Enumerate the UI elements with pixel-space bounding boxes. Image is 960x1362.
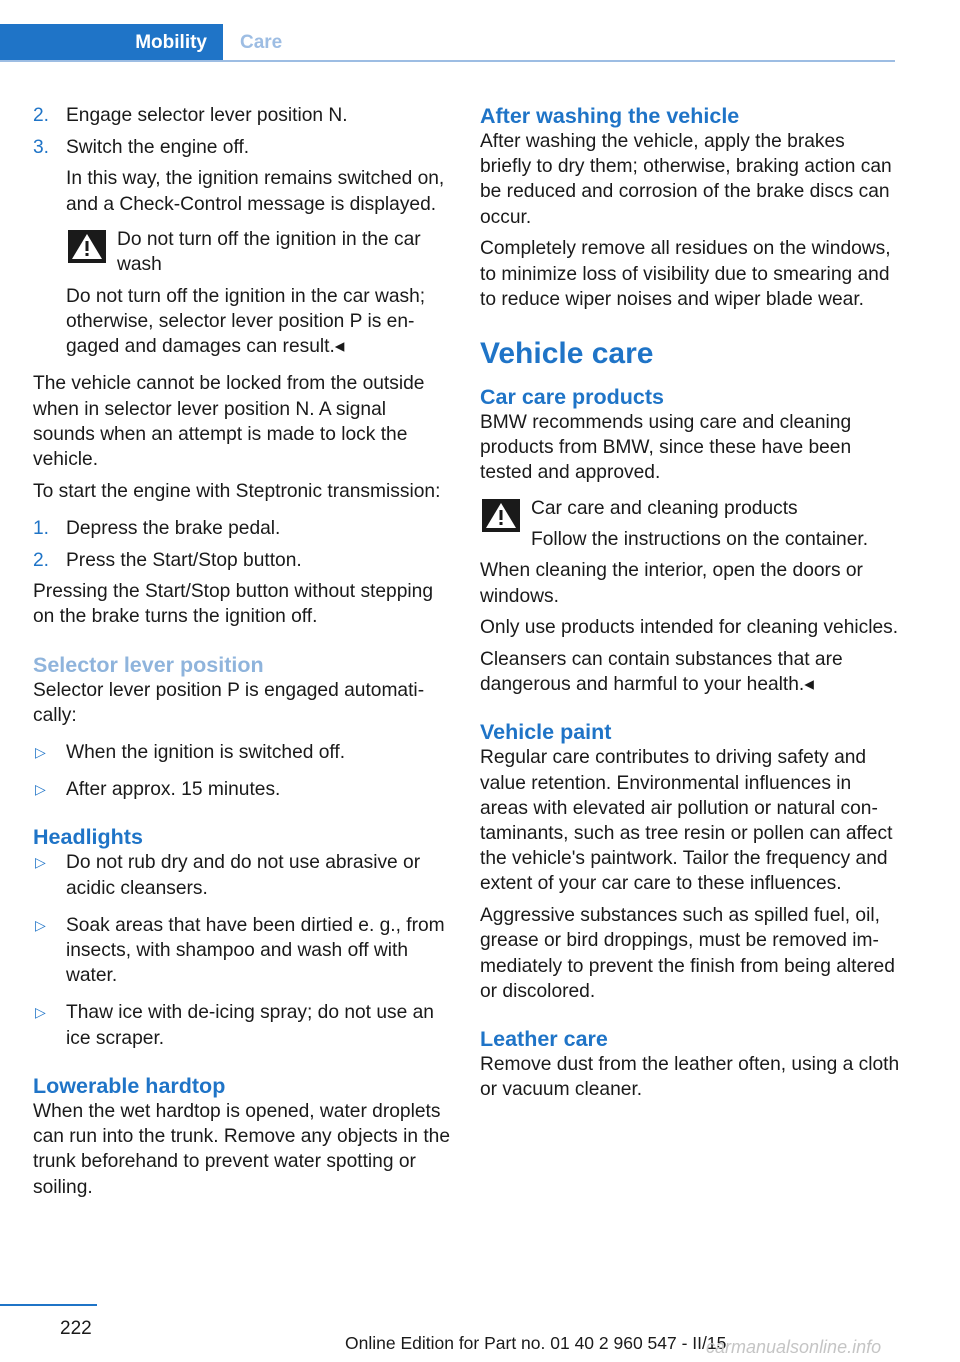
section-heading: Car care products bbox=[480, 384, 665, 409]
warning-title: Car care and cleaning products bbox=[531, 497, 798, 519]
warning-block bbox=[66, 227, 451, 277]
paragraph: Cleansers can contain substances that are dangerous and harmful to your health.◂ bbox=[480, 649, 843, 696]
step-note: In this way, the ignition remains switched on, and a Check-Control message is displayed. bbox=[66, 168, 445, 215]
paragraph: When cleaning the interior, open the doors or windows. bbox=[480, 560, 863, 607]
step-number: 2. bbox=[33, 549, 50, 571]
triangle-bullet-icon: ▷ bbox=[35, 781, 46, 798]
page-number: 222 bbox=[60, 1318, 92, 1339]
step-number: 2. bbox=[33, 105, 50, 126]
paragraph: The vehicle cannot be locked from the outside when in selector lever position N. A signal sounds when an attempt is made to lock the vehicle. bbox=[33, 373, 425, 470]
triangle-bullet-icon: ▷ bbox=[35, 916, 46, 933]
paragraph: BMW recommends using care and cleaning products from BMW, since these have been tested and approved. bbox=[480, 411, 852, 484]
list-item bbox=[33, 135, 451, 360]
right-column bbox=[480, 103, 900, 1109]
paragraph: To start the engine with Steptronic transmission: bbox=[33, 480, 441, 502]
tab-care[interactable]: Care bbox=[240, 32, 283, 53]
section-heading: Headlights bbox=[33, 825, 143, 850]
section-selector-lever bbox=[33, 652, 451, 803]
bullet-item: ▷ After approx. 15 minutes. bbox=[33, 777, 451, 802]
paragraph: After washing the vehicle, apply the brakes briefly to dry them; otherwise, braking action can be reduced and corrosion of the brake discs can occur. bbox=[480, 131, 892, 228]
triangle-bullet-icon: ▷ bbox=[35, 854, 46, 871]
warning-text: Do not turn off the ignition in the car wash; otherwise, selector lever position P is engaged and damages can result.◂ bbox=[66, 285, 426, 358]
section-heading: Lowerable hardtop bbox=[33, 1073, 226, 1098]
triangle-bullet-icon: ▷ bbox=[35, 1004, 46, 1021]
list-item bbox=[33, 548, 451, 573]
section-heading: Selector lever position bbox=[33, 652, 264, 677]
bullet-item: ▷ Thaw ice with de-icing spray; do not use an ice scraper. bbox=[35, 1002, 434, 1049]
footer-rule bbox=[0, 1304, 97, 1306]
section-vehicle-paint bbox=[480, 719, 900, 1004]
section-lowerable-hardtop bbox=[33, 1073, 451, 1200]
step-text: Engage selector lever position N. bbox=[66, 105, 348, 126]
paragraph: Selector lever position P is engaged automatically: bbox=[33, 679, 425, 726]
chapter-heading: Vehicle care bbox=[480, 336, 654, 370]
warning-icon bbox=[482, 499, 520, 532]
chapter-tabs bbox=[0, 24, 895, 62]
paragraph: Remove dust from the leather often, using a cloth or vacuum cleaner. bbox=[480, 1053, 900, 1101]
warning-text: Follow the instructions on the container. bbox=[531, 528, 869, 550]
paragraph: Pressing the Start/Stop button without stepping on the brake turns the ignition off. bbox=[33, 581, 433, 628]
tab-divider bbox=[0, 60, 895, 62]
list-item bbox=[33, 516, 451, 541]
paragraph: When the wet hardtop is opened, water droplets can run into the trunk. Remove any objects in the trunk beforehand to prevent water spotting or soiling. bbox=[33, 1100, 451, 1198]
left-column bbox=[33, 103, 451, 1206]
step-text: Press the Start/Stop button. bbox=[66, 549, 302, 571]
watermark: carmanualsonline.info bbox=[706, 1337, 882, 1357]
bullet-item: ▷ Soak areas that have been dirtied e. g., from insects, with shampoo and wash off with water. bbox=[35, 914, 445, 987]
step-number: 3. bbox=[33, 136, 50, 158]
step-number: 1. bbox=[33, 517, 50, 539]
paragraph: Completely remove all residues on the windows, to minimize loss of visibility due to smearing and to reduce wiper noises and wiper blade wear. bbox=[480, 238, 891, 310]
triangle-bullet-icon: ▷ bbox=[35, 744, 46, 761]
section-heading: Vehicle paint bbox=[480, 720, 612, 745]
section-leather-care bbox=[480, 1026, 900, 1102]
bullet-item: ▷ When the ignition is switched off. bbox=[33, 740, 451, 765]
section-headlights bbox=[33, 824, 451, 1050]
bullet-item: ▷ Do not rub dry and do not use abrasive or acidic cleansers. bbox=[35, 852, 421, 899]
edition-line: Online Edition for Part no. 01 40 2 960 547 - II/15 bbox=[345, 1333, 727, 1353]
step-text: Switch the engine off. bbox=[66, 136, 250, 158]
paragraph: Regular care contributes to driving safety and value retention. Environmental influences in areas with elevated air pollution or natural contaminants, such as tree resin or pollen can affect the vehicle's paintwork. Tailor the frequency and extent of your car care to these influences. bbox=[480, 747, 893, 895]
tab-mobility[interactable]: Mobility bbox=[0, 24, 223, 60]
warning-icon bbox=[68, 230, 106, 263]
paragraph: Only use products intended for cleaning vehicles. bbox=[480, 617, 899, 639]
step-text: Depress the brake pedal. bbox=[66, 517, 281, 539]
warning-title: Do not turn off the ignition in the car wash bbox=[117, 228, 421, 276]
section-heading: Leather care bbox=[480, 1026, 608, 1051]
list-item bbox=[33, 103, 451, 128]
paragraph: Aggressive substances such as spilled fuel, oil, grease or bird droppings, must be removed immediately to prevent the finish from being altered or discolored. bbox=[480, 905, 895, 1002]
section-heading: After washing the vehicle bbox=[480, 104, 740, 128]
warning-block bbox=[480, 496, 900, 552]
